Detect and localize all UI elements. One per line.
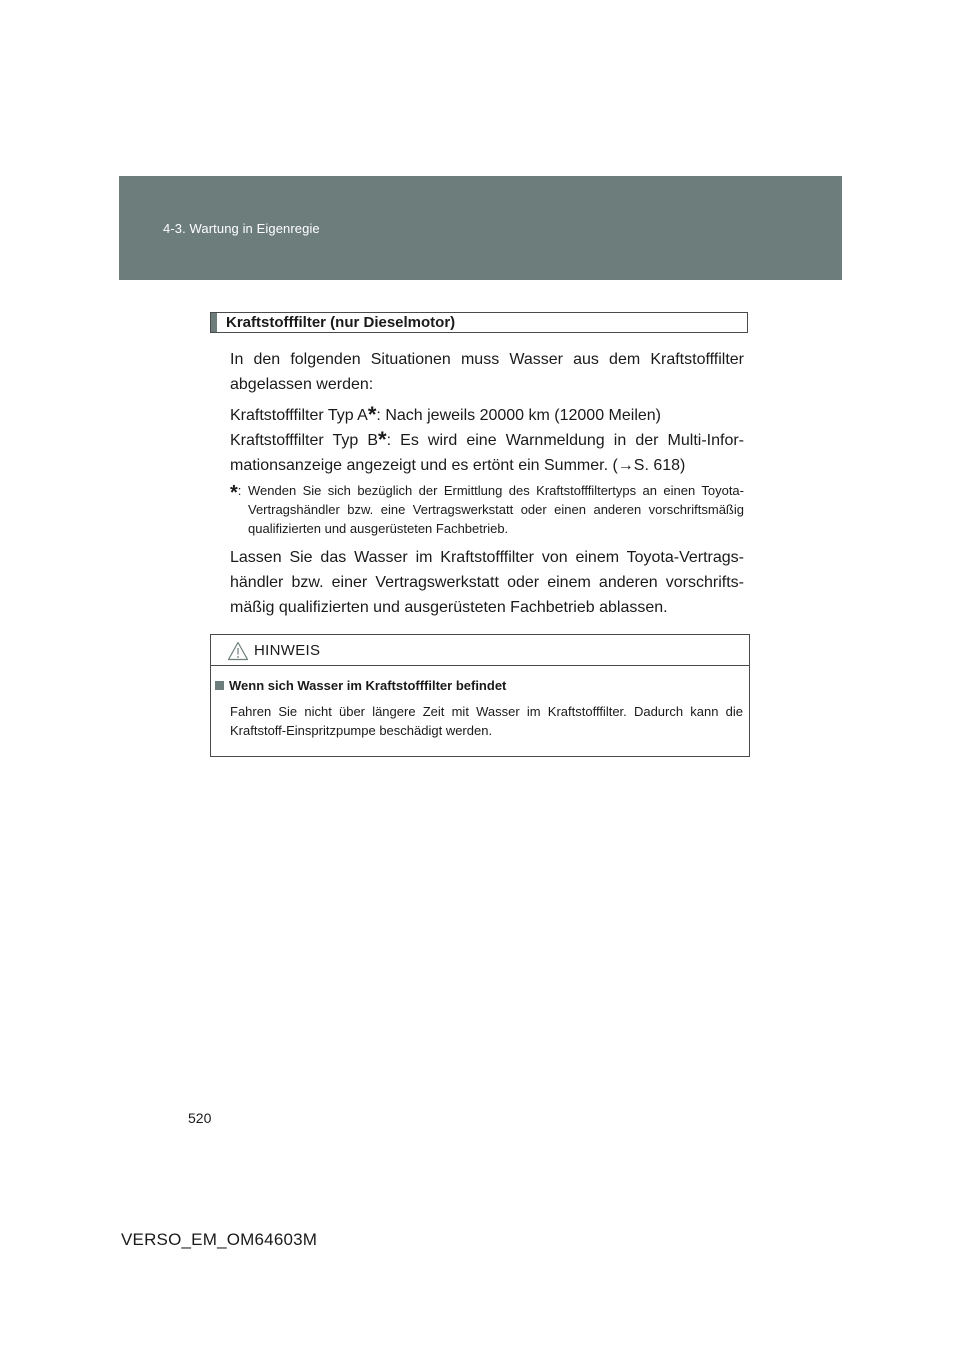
filter-type-a-text: : Nach jeweils 20000 km (12000 Meilen)	[376, 407, 662, 424]
filter-type-a-label: Kraftstofffilter Typ A	[230, 407, 368, 424]
footnote-mark: *:	[230, 482, 242, 504]
page-reference: S. 618)	[633, 457, 686, 474]
filter-type-b-label: Kraftstofffilter Typ B	[230, 432, 379, 449]
drain-line-2: händler bzw. einer Vertragswerkstatt oder einem anderen vorschrifts-	[230, 574, 744, 591]
notice-subheading: Wenn sich Wasser im Kraftstofffilter befindet	[211, 678, 506, 693]
filter-type-b	[230, 428, 744, 453]
asterisk-mark: *	[378, 427, 387, 452]
section-title: Kraftstofffilter (nur Dieselmotor)	[226, 314, 456, 331]
intro-line-1: In den folgenden Situationen muss Wasser aus dem Kraftstofffilter	[230, 351, 744, 368]
filter-type-a	[230, 403, 744, 428]
notice-box	[210, 634, 750, 757]
page-number: 520	[188, 1110, 212, 1126]
arrow-right-icon: →	[617, 457, 634, 474]
intro-paragraph	[230, 347, 744, 397]
square-bullet-icon	[215, 681, 224, 690]
drain-line-3: mäßig qualifizierten und ausgerüsteten Fachbetrieb ablassen.	[230, 599, 668, 616]
notice-title: HINWEIS	[254, 642, 321, 659]
asterisk-mark: *	[367, 402, 377, 427]
notice-header	[211, 635, 749, 666]
filter-type-list	[230, 403, 744, 478]
document-code: VERSO_EM_OM64603M	[121, 1230, 318, 1249]
breadcrumb: 4-3. Wartung in Eigenregie	[163, 221, 320, 236]
footnote-text: Wenden Sie sich bezüglich der Ermittlung des Kraftstofffiltertyps an einen Toyota-Vertragshändler bzw. eine Vertragswerkstatt oder einen anderen vorschriftsmäßig qualifizierten und ausgerüsteten Fachbetrieb.	[248, 483, 744, 536]
intro-line-2: abgelassen werden:	[230, 376, 374, 393]
footnote	[230, 481, 744, 538]
filter-type-b-line-2: mationsanzeige angezeigt und es ertönt ein Summer. (→S. 618)	[230, 457, 686, 474]
section-heading-accent-bar	[211, 313, 217, 332]
drain-paragraph	[230, 545, 744, 620]
drain-line-1: Lassen Sie das Wasser im Kraftstofffilter von einem Toyota-Vertrags-	[230, 549, 744, 566]
section-heading	[210, 312, 748, 333]
notice-body: Fahren Sie nicht über längere Zeit mit Wasser im Kraftstofffilter. Dadurch kann die Kraftstoff-Einspritzpumpe beschädigt werden.	[230, 704, 743, 738]
warning-triangle-icon	[227, 641, 249, 661]
filter-type-b-text: : Es wird eine Warnmeldung in der Multi-Infor-	[386, 432, 745, 449]
